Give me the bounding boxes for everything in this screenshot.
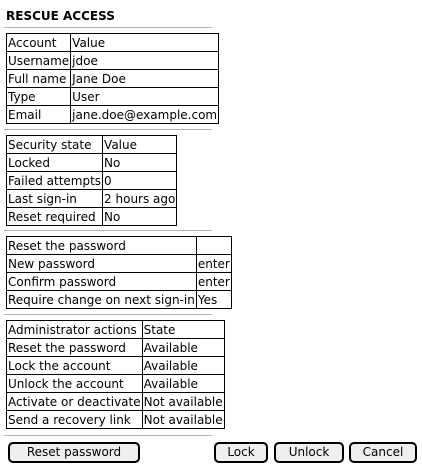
form-title: Reset the password (7, 237, 197, 255)
field-value: 0 (103, 172, 177, 190)
new-password-label: New password (7, 255, 197, 273)
page-title: RESCUE ACCESS (6, 9, 115, 23)
table-header-row (7, 34, 219, 52)
divider (4, 129, 212, 130)
form-row (7, 273, 232, 291)
column-header: Value (103, 136, 177, 154)
table-row (7, 357, 225, 375)
action-state: Available (142, 339, 224, 357)
reset-password-button[interactable]: Reset password (8, 442, 140, 463)
action-state: Available (142, 375, 224, 393)
form-header-blank (196, 237, 231, 255)
field-value: jdoe (71, 52, 219, 70)
column-header: Administrator actions (7, 321, 143, 339)
action-label: Reset the password (7, 339, 143, 357)
form-header-row (7, 237, 232, 255)
require-change-label: Require change on next sign-in (8, 292, 195, 307)
table-row (7, 411, 225, 429)
column-header: State (142, 321, 224, 339)
field-label: Full name (7, 70, 71, 88)
reset-password-form (6, 236, 232, 309)
table-row (7, 393, 225, 411)
table-row (7, 106, 219, 124)
action-label: Activate or deactivate (8, 394, 141, 409)
field-value: jane.doe@example.com (72, 107, 218, 122)
field-value: No (103, 154, 177, 172)
new-password-field[interactable]: enter (197, 256, 230, 271)
table-row (7, 52, 219, 70)
require-change-toggle[interactable]: Yes (196, 291, 231, 309)
table-row (7, 375, 225, 393)
form-row (7, 291, 232, 309)
field-value: User (71, 88, 219, 106)
field-label: Locked (7, 154, 103, 172)
table-row (7, 88, 219, 106)
column-header: Security state (7, 136, 103, 154)
cancel-button[interactable]: Cancel (349, 442, 417, 463)
table-header-row (7, 321, 225, 339)
confirm-password-label: Confirm password (7, 273, 197, 291)
column-header: Value (71, 34, 219, 52)
field-label: Failed attempts (8, 173, 102, 188)
field-label: Username (8, 53, 70, 68)
unlock-button[interactable]: Unlock (274, 442, 344, 463)
action-state: Not available (143, 394, 223, 409)
field-label: Reset required (7, 208, 103, 226)
security-table (6, 135, 177, 226)
field-value: Jane Doe (71, 70, 219, 88)
table-row (7, 70, 219, 88)
action-state: Not available (143, 412, 223, 427)
divider (4, 314, 212, 315)
field-label: Email (7, 106, 71, 124)
account-table (6, 33, 219, 124)
divider (4, 230, 212, 231)
action-label: Send a recovery link (7, 411, 143, 429)
table-row (7, 154, 177, 172)
field-value: No (103, 208, 177, 226)
field-label: Type (7, 88, 71, 106)
table-row (7, 208, 177, 226)
table-row (7, 172, 177, 190)
action-label: Unlock the account (7, 375, 143, 393)
admin-actions-table (6, 320, 225, 429)
lock-button[interactable]: Lock (214, 442, 268, 463)
divider (4, 27, 212, 28)
table-row (7, 339, 225, 357)
form-row (7, 255, 232, 273)
table-row (7, 190, 177, 208)
field-label: Last sign-in (7, 190, 103, 208)
confirm-password-field[interactable]: enter (197, 274, 230, 289)
action-label: Lock the account (7, 357, 143, 375)
table-header-row (7, 136, 177, 154)
action-state: Available (142, 357, 224, 375)
field-value: 2 hours ago (104, 191, 176, 206)
column-header: Account (7, 34, 71, 52)
divider (4, 435, 212, 436)
